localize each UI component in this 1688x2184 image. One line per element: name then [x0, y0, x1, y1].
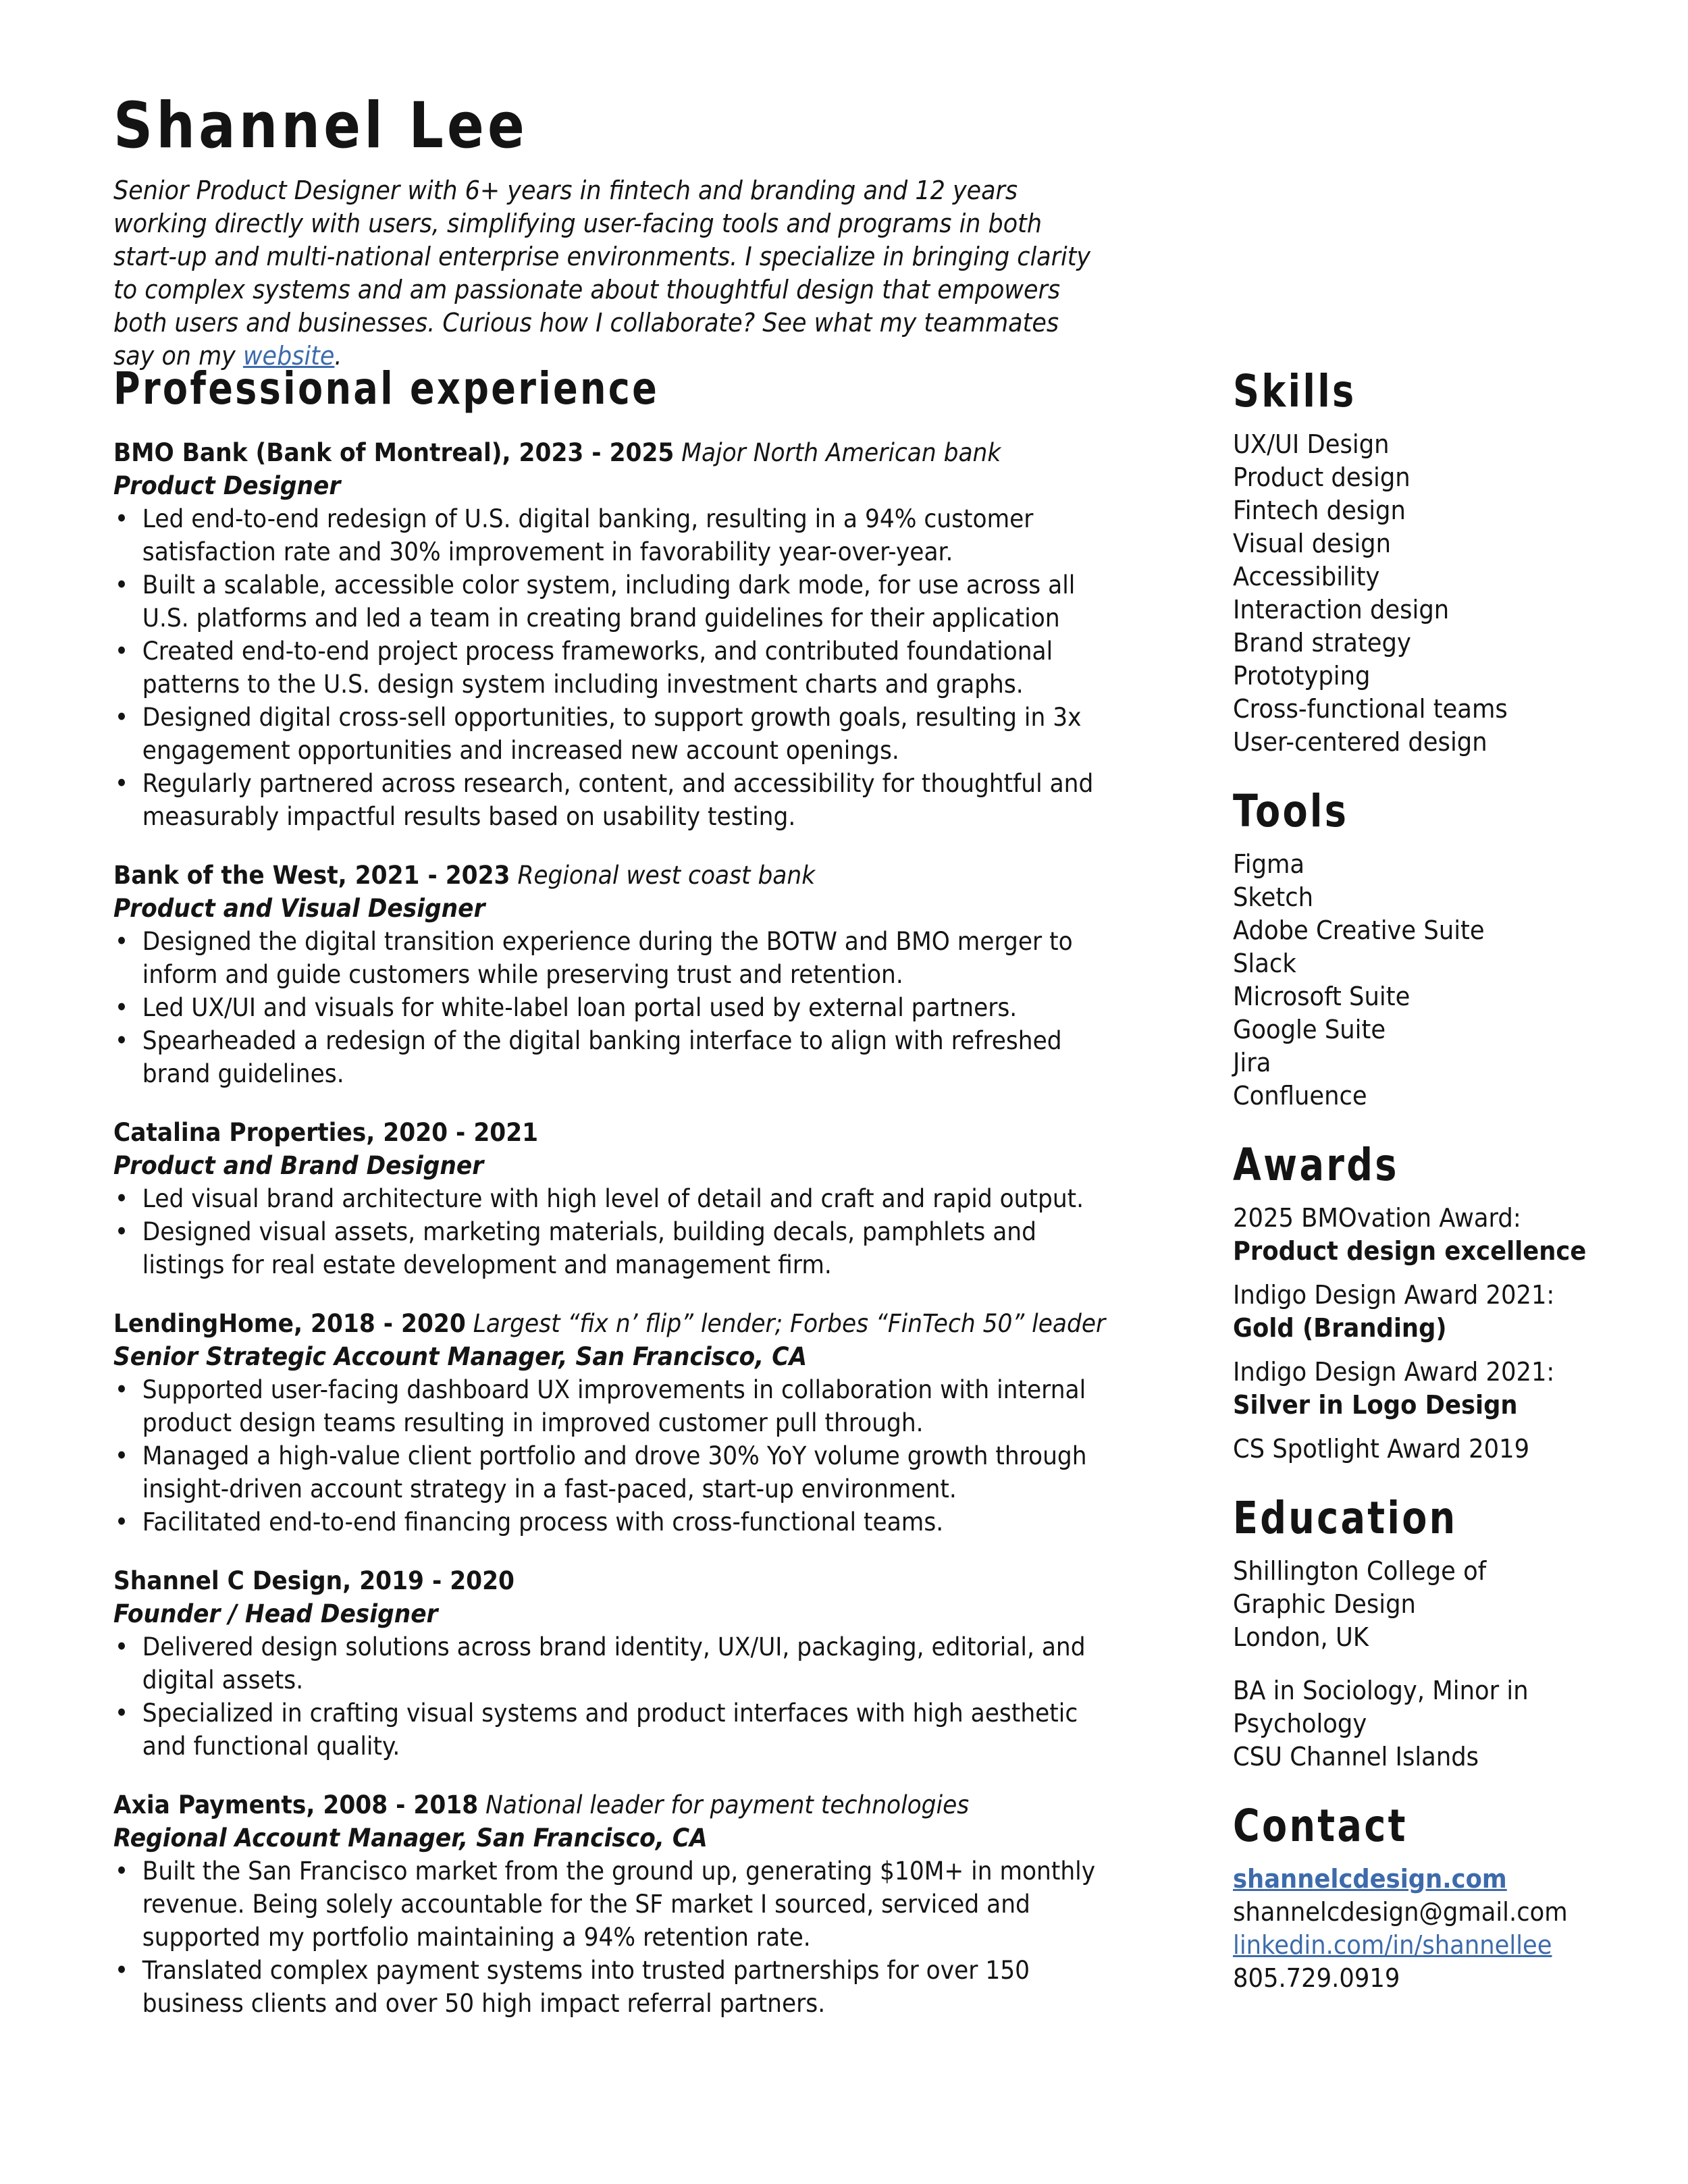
award-item: Indigo Design Award 2021: Gold (Branding)	[1233, 1280, 1555, 1343]
bullet: • Built a scalable, accessible color system, including dark mode, for use across all U.S. platforms and led a team in creating brand guidelines for their application	[113, 568, 1105, 635]
award-item: CS Spotlight Award 2019	[1233, 1434, 1530, 1464]
bullet: • Designed the digital transition experience during the BOTW and BMO merger to inform and guide customers while preserving trust and retention.	[113, 925, 1105, 991]
job-role: Product Designer	[113, 471, 341, 500]
tool-item: Adobe Creative Suite	[1233, 915, 1485, 945]
tool-item: Sketch	[1233, 882, 1314, 912]
award-item: 2025 BMOvation Award: Product design excellence	[1233, 1203, 1587, 1266]
job-bank-of-the-west	[113, 859, 1105, 1090]
job-lendinghome	[113, 1307, 1105, 1539]
skill-item: Fintech design	[1233, 496, 1406, 525]
job-axia	[113, 1788, 1105, 2020]
job-company: Shannel C Design, 2019 - 2020	[113, 1566, 515, 1595]
skill-item: Cross-functional teams	[1233, 694, 1508, 724]
bullet: • Facilitated end-to-end financing process with cross-functional teams.	[113, 1506, 1105, 1539]
bullet: • Led visual brand architecture with high level of detail and craft and rapid output.	[113, 1182, 1105, 1215]
job-company: BMO Bank (Bank of Montreal), 2023 - 2025	[113, 438, 675, 467]
skills-list	[1233, 428, 1666, 759]
job-bullets	[113, 1630, 1105, 1763]
bullet: • Built the San Francisco market from the ground up, generating $10M+ in monthly revenue. Being solely accountable for the SF market I sourced, serviced and supported my portfolio maintaining a 94% retention rate.	[113, 1855, 1105, 1954]
job-shannel-c-design	[113, 1564, 1105, 1763]
job-bullets	[113, 502, 1105, 833]
skill-item: UX/UI Design	[1233, 429, 1390, 459]
job-description: Major North American bank	[681, 438, 1001, 467]
bullet: • Delivered design solutions across brand identity, UX/UI, packaging, editorial, and digital assets.	[113, 1630, 1105, 1697]
contact-title: Contact	[1233, 1800, 1408, 1852]
contact-phone: 805.729.0919	[1233, 1963, 1400, 1993]
bullet: • Spearheaded a redesign of the digital banking interface to align with refreshed brand guidelines.	[113, 1024, 1105, 1090]
job-role: Founder / Head Designer	[113, 1599, 438, 1628]
bullet: • Regularly partnered across research, content, and accessibility for thoughtful and measurably impactful results based on usability testing.	[113, 767, 1105, 833]
job-bullets	[113, 925, 1105, 1090]
skills-title: Skills	[1233, 365, 1356, 417]
bullet: • Specialized in crafting visual systems and product interfaces with high aesthetic and functional quality.	[113, 1697, 1105, 1763]
job-company: LendingHome, 2018 - 2020	[113, 1309, 466, 1338]
job-description: National leader for payment technologies	[485, 1790, 970, 1819]
candidate-name: Shannel Lee	[113, 89, 529, 163]
job-bmo	[113, 436, 1105, 833]
sidebar	[1233, 365, 1665, 2021]
tools-list	[1233, 848, 1666, 1113]
tool-item: Confluence	[1233, 1081, 1367, 1111]
summary	[113, 174, 1095, 373]
job-bullets	[113, 1855, 1105, 2020]
website-link[interactable]: website	[242, 341, 335, 371]
bullet: • Designed visual assets, marketing materials, building decals, pamphlets and listings for real estate development and management firm.	[113, 1215, 1105, 1281]
job-company: Catalina Properties, 2020 - 2021	[113, 1118, 539, 1147]
tools-title: Tools	[1233, 785, 1349, 837]
tool-item: Google Suite	[1233, 1015, 1386, 1044]
education-title: Education	[1233, 1492, 1458, 1544]
job-description: Regional west coast bank	[517, 861, 816, 890]
bullet: • Managed a high-value client portfolio and drove 30% YoY volume growth through insight-driven account strategy in a fast-paced, start-up environment.	[113, 1439, 1105, 1506]
tool-item: Jira	[1233, 1048, 1271, 1077]
job-bullets	[113, 1373, 1105, 1539]
bullet: • Supported user-facing dashboard UX improvements in collaboration with internal product design teams resulting in improved customer pull through.	[113, 1373, 1105, 1439]
skill-item: Accessibility	[1233, 562, 1380, 591]
bullet: • Led end-to-end redesign of U.S. digital banking, resulting in a 94% customer satisfaction rate and 30% improvement in favorability year-over-year.	[113, 502, 1105, 568]
job-bullets	[113, 1182, 1105, 1281]
job-description: Largest “fix n’ flip” lender; Forbes “FinTech 50” leader	[473, 1309, 1106, 1338]
education-item: Shillington College of Graphic Design London, UK	[1233, 1556, 1487, 1652]
awards-title: Awards	[1233, 1139, 1399, 1191]
experience-title: Professional experience	[113, 363, 660, 415]
contact-email[interactable]: shannelcdesign@gmail.com	[1233, 1897, 1568, 1927]
skill-item: Product design	[1233, 462, 1410, 492]
tool-item: Slack	[1233, 949, 1296, 978]
bullet: • Translated complex payment systems into trusted partnerships for over 150 business clients and over 50 high impact referral partners.	[113, 1954, 1105, 2020]
education-list	[1233, 1555, 1666, 1774]
contact-list	[1233, 1863, 1666, 1995]
job-role: Regional Account Manager, San Francisco, CA	[113, 1823, 708, 1853]
job-company: Bank of the West, 2021 - 2023	[113, 861, 510, 890]
skill-item: User-centered design	[1233, 727, 1487, 757]
job-role: Product and Brand Designer	[113, 1151, 484, 1180]
summary-text: Senior Product Designer with 6+ years in fintech and branding and 12 years working directly with users, simplifying user-facing tools and programs in both start-up and multi-national enterprise environments. I specialize in bringing clarity to complex systems and am passionate about thoughtful design that empowers both users and businesses. Curious how I collaborate? See what my teammates say on my	[113, 176, 1091, 371]
summary-end: .	[334, 341, 342, 371]
job-role: Product and Visual Designer	[113, 894, 485, 923]
experience-list	[113, 436, 1105, 2046]
job-catalina	[113, 1116, 1105, 1281]
bullet: • Designed digital cross-sell opportunities, to support growth goals, resulting in 3x engagement opportunities and increased new account openings.	[113, 701, 1105, 767]
job-company: Axia Payments, 2008 - 2018	[113, 1790, 479, 1819]
portfolio-link[interactable]: shannelcdesign.com	[1233, 1864, 1507, 1894]
award-item: Indigo Design Award 2021: Silver in Logo Design	[1233, 1357, 1555, 1420]
skill-item: Visual design	[1233, 529, 1391, 558]
tool-item: Figma	[1233, 849, 1305, 879]
bullet: • Led UX/UI and visuals for white-label loan portal used by external partners.	[113, 991, 1105, 1024]
tool-item: Microsoft Suite	[1233, 982, 1410, 1011]
skill-item: Prototyping	[1233, 661, 1371, 691]
bullet: • Created end-to-end project process frameworks, and contributed foundational patterns to the U.S. design system including investment charts and graphs.	[113, 635, 1105, 701]
skill-item: Brand strategy	[1233, 628, 1411, 658]
awards-list	[1233, 1202, 1666, 1466]
linkedin-link[interactable]: linkedin.com/in/shannellee	[1233, 1930, 1552, 1960]
education-item: BA in Sociology, Minor in Psychology CSU Channel Islands	[1233, 1676, 1529, 1772]
job-role: Senior Strategic Account Manager, San Francisco, CA	[113, 1342, 808, 1371]
skill-item: Interaction design	[1233, 595, 1450, 624]
